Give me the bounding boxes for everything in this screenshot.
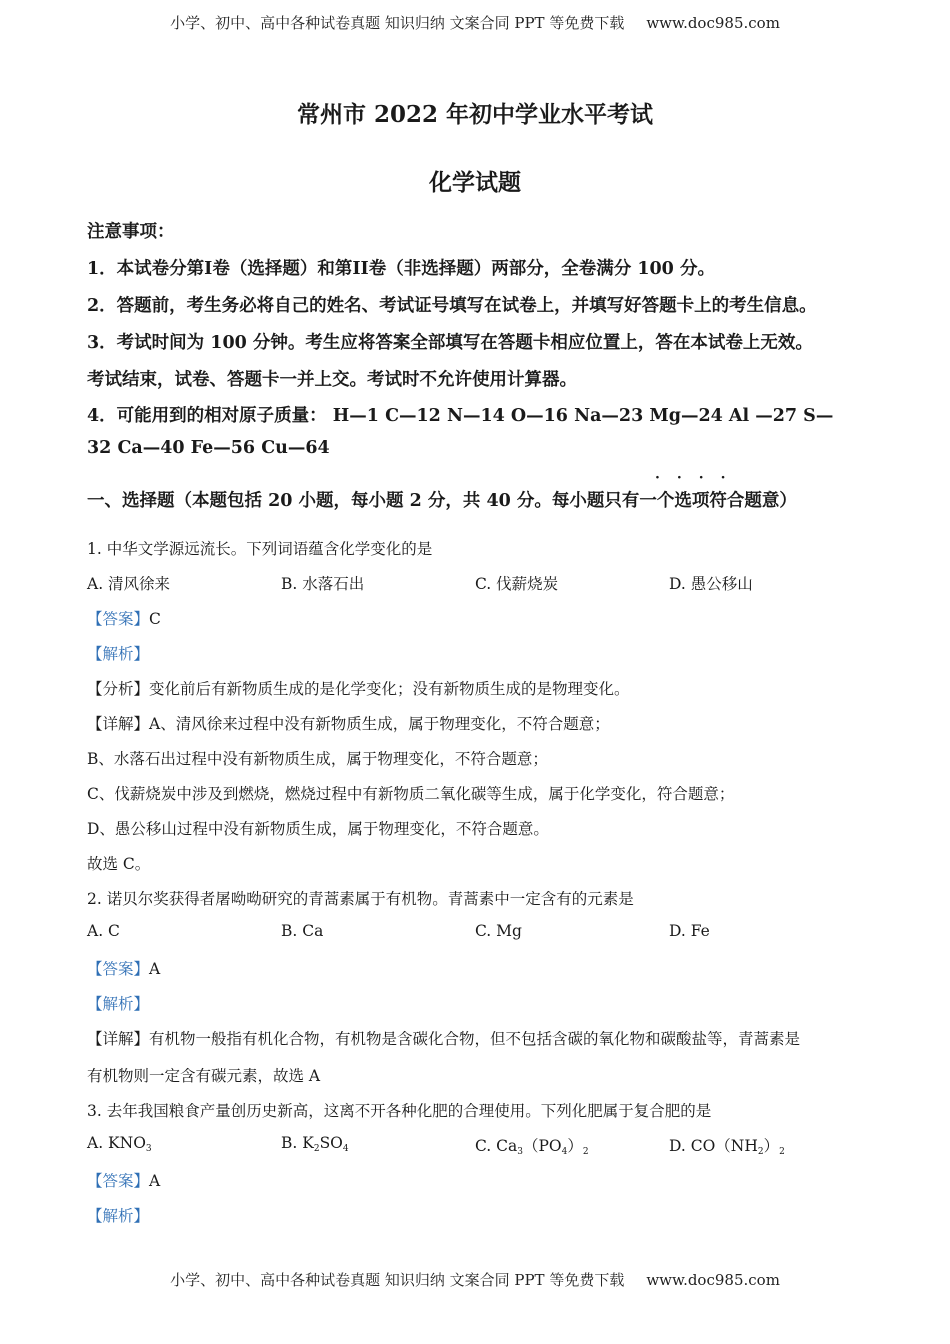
header-text: 小学、初中、高中各种试卷真题 知识归纳 文案合同 PPT 等免费下载 (170, 14, 625, 32)
q1-option-c: C. 伐薪烧炭 (475, 575, 559, 593)
detail-line: 故选 C。 (87, 855, 151, 873)
detail-line: A、清风徐来过程中没有新物质生成，属于物理变化，不符合题意； (149, 715, 610, 733)
q3-analysis-tag: 【解析】 (87, 1207, 150, 1225)
q1-stem: 1. 中华文学源远流长。下列词语蕴含化学变化的是 (87, 540, 433, 558)
notice-item: 1．本试卷分第I卷（选择题）和第II卷（非选择题）两部分，全卷满分 100 分。 (87, 259, 715, 279)
q3-option-d: D. $CO(NH_2)_2$ (669, 1137, 785, 1157)
q1-options (87, 572, 867, 594)
q1-option-a: A. 清风徐来 (87, 575, 171, 593)
fenxi-text: 变化前后有新物质生成的是化学变化；没有新物质生成的是物理变化。 (149, 680, 630, 698)
q2-options (87, 922, 867, 944)
section-heading: 一、选择题（本题包括 20 小题，每小题 2 分，共 40 分。每小题只有一个选项符合题意） (87, 491, 797, 511)
q2-answer (87, 957, 160, 979)
header-site[interactable]: www.doc985.com (646, 14, 780, 32)
q1-answer (87, 607, 161, 629)
q3-option-c: C. $Ca_3(PO_4)_2$ (475, 1137, 589, 1157)
page-header (0, 12, 950, 33)
q1-fenxi (87, 677, 630, 699)
q3-option-a: A. $KNO_3$ (87, 1134, 152, 1154)
answer-tag: 【答案】 (87, 610, 150, 628)
xiangjie-tag: 【详解】 (87, 1030, 150, 1048)
q1-detail (87, 712, 610, 734)
xiangjie-tag: 【详解】 (87, 715, 150, 733)
notice-item: 3．考试时间为 100 分钟。考生应将答案全部填写在答题卡相应位置上，答在本试卷上无效。 (87, 333, 813, 353)
q2-detail (87, 1027, 800, 1049)
answer-value: A (149, 960, 161, 978)
page-title: 常州市 2022 年初中学业水平考试 (296, 101, 654, 128)
q3-stem: 3. 去年我国粮食产量创历史新高，这离不开各种化肥的合理使用。下列化肥属于复合肥的是 (87, 1102, 712, 1120)
q2-option-d: D. Fe (669, 922, 710, 940)
q1-analysis-tag: 【解析】 (87, 645, 150, 663)
answer-tag: 【答案】 (87, 960, 150, 978)
notice-heading: 注意事项： (87, 222, 175, 242)
detail-line: B、水落石出过程中没有新物质生成，属于物理变化，不符合题意； (87, 750, 548, 768)
notice-item: 2．答题前，考生务必将自己的姓名、考试证号填写在试卷上，并填写好答题卡上的考生信息。 (87, 296, 817, 316)
emphasis-dots: ···· (655, 470, 743, 486)
answer-tag: 【答案】 (87, 1172, 150, 1190)
q1-option-d: D. 愚公移山 (669, 575, 753, 593)
answer-value: C (149, 610, 161, 628)
q3-answer (87, 1169, 160, 1191)
q2-option-b: B. Ca (281, 922, 324, 940)
q2-analysis-tag: 【解析】 (87, 995, 150, 1013)
footer-text: 小学、初中、高中各种试卷真题 知识归纳 文案合同 PPT 等免费下载 (170, 1271, 625, 1289)
q3-option-b: B. $K_2SO_4$ (281, 1134, 349, 1154)
q2-option-a: A. C (87, 922, 120, 940)
answer-value: A (149, 1172, 161, 1190)
q3-options (87, 1134, 867, 1156)
q1-option-b: B. 水落石出 (281, 575, 365, 593)
page-footer (0, 1269, 950, 1290)
notice-item: 考试结束，试卷、答题卡一并上交。考试时不允许使用计算器。 (87, 370, 577, 390)
q2-stem: 2. 诺贝尔奖获得者屠呦呦研究的青蒿素属于有机物。青蒿素中一定含有的元素是 (87, 890, 634, 908)
notice-item: 32 Ca—40 Fe—56 Cu—64 (87, 438, 330, 458)
footer-site[interactable]: www.doc985.com (646, 1271, 780, 1289)
detail-line: 有机物则一定含有碳元素，故选 A (87, 1067, 321, 1085)
page-subtitle: 化学试题 (429, 169, 521, 196)
detail-line: D、愚公移山过程中没有新物质生成，属于物理变化，不符合题意。 (87, 820, 549, 838)
q2-option-c: C. Mg (475, 922, 522, 940)
notice-item: 4．可能用到的相对原子质量： H—1 C—12 N—14 O—16 Na—23 Mg—24 Al —27 S— (87, 406, 834, 426)
detail-line: 有机物一般指有机化合物，有机物是含碳化合物，但不包括含碳的氧化物和碳酸盐等，青蒿素是 (149, 1030, 801, 1048)
fenxi-tag: 【分析】 (87, 680, 150, 698)
detail-line: C、伐薪烧炭中涉及到燃烧，燃烧过程中有新物质二氧化碳等生成，属于化学变化，符合题意； (87, 785, 735, 803)
